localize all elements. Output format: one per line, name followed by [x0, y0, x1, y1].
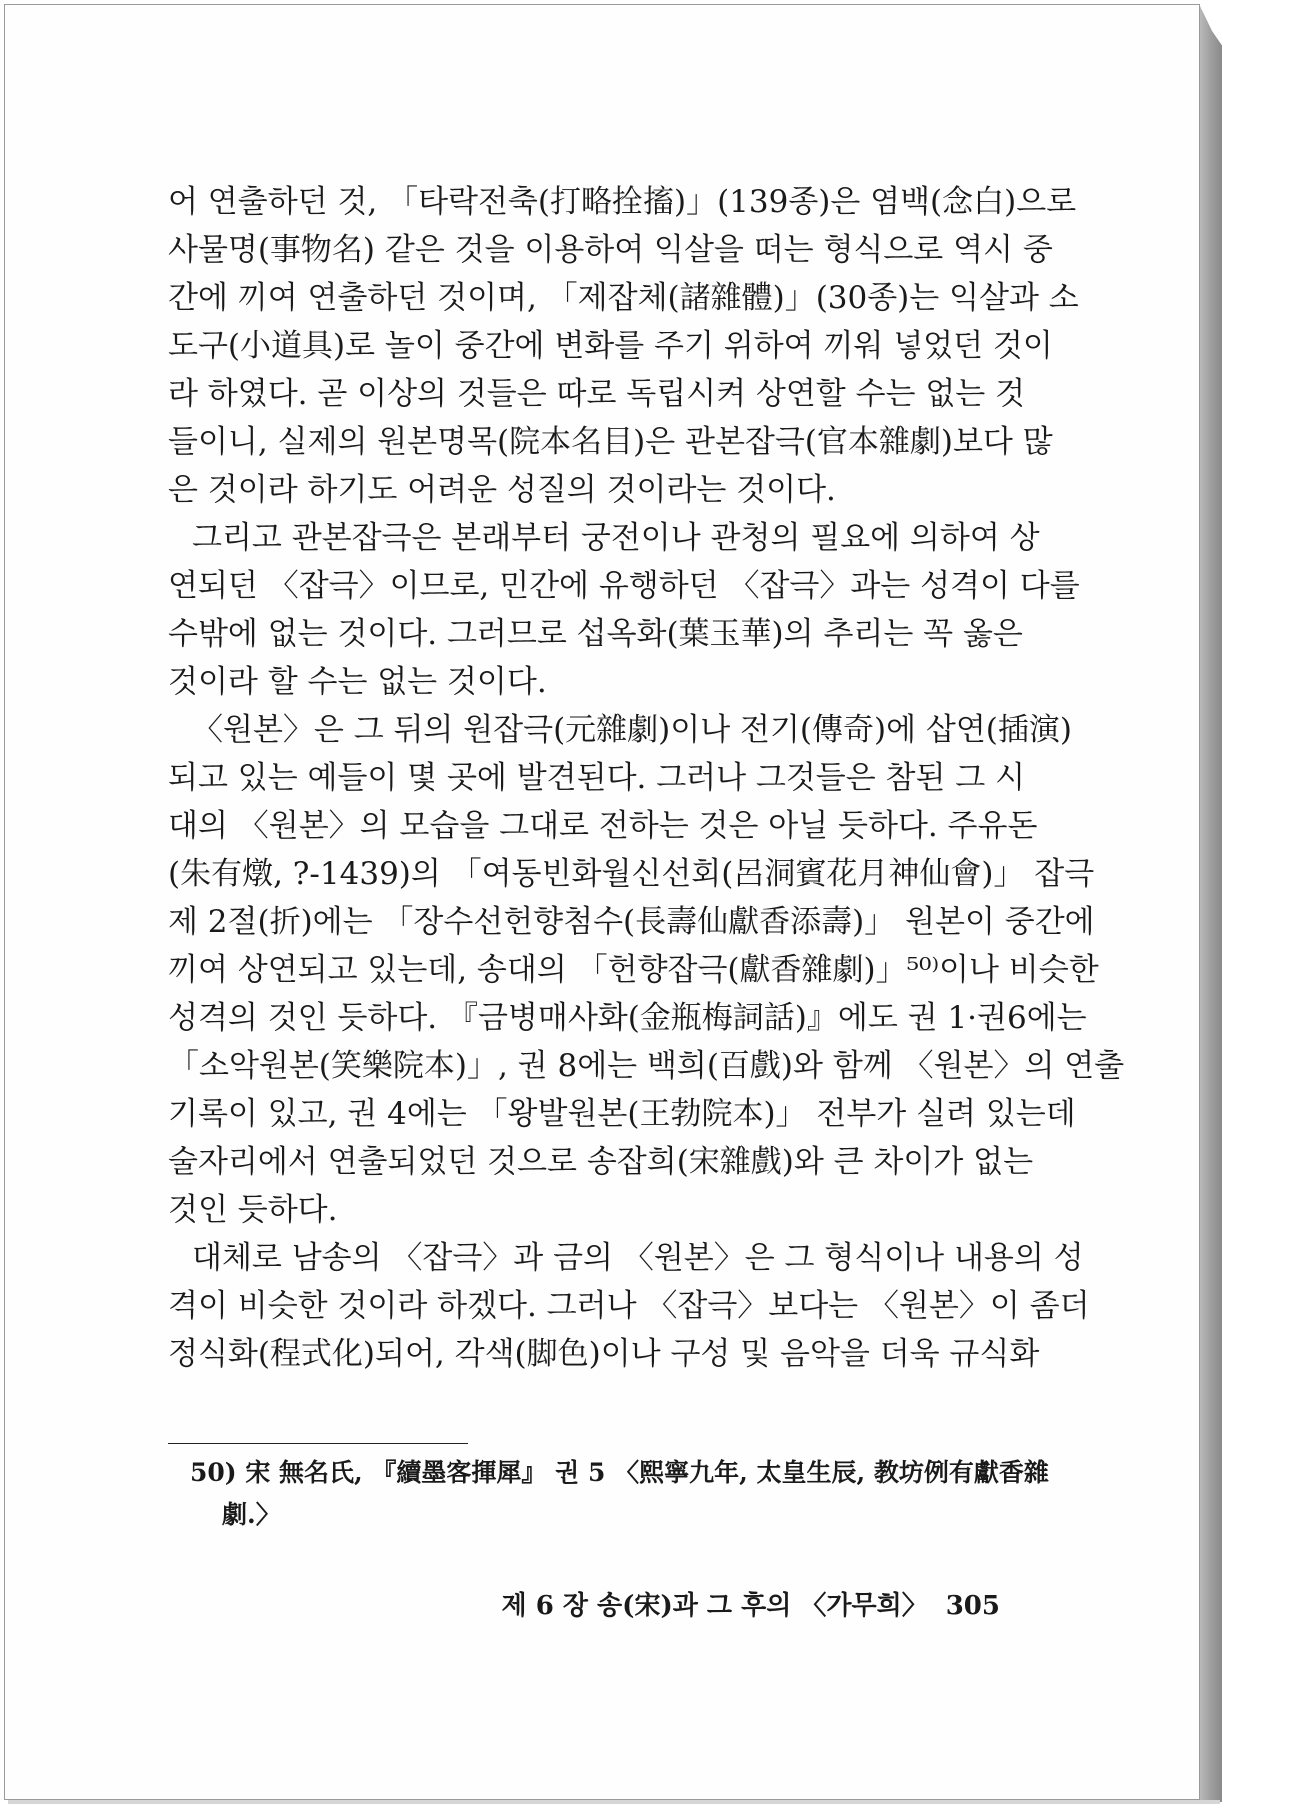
page-edge [1200, 6, 1222, 1802]
text-line: 것인 듯하다. [168, 1192, 338, 1228]
footnote-line: 50) 宋 無名氏, 『續墨客揮犀』 권 5 〈熙寧九年, 太皇生辰, 教坊例有獻香雜 [190, 1458, 1049, 1487]
footnote [190, 1452, 1049, 1536]
text-line: 기록이 있고, 권 4에는 「왕발원본(王勃院本)」 전부가 실려 있는데 [168, 1096, 1076, 1132]
text-line: 간에 끼여 연출하던 것이며, 「제잡체(諸雜體)」(30종)는 익살과 소 [168, 280, 1079, 316]
text-line: 「소악원본(笑樂院本)」, 권 8에는 백희(百戲)와 함께 〈원본〉의 연출 [168, 1048, 1125, 1084]
text-line: 대의 〈원본〉의 모습을 그대로 전하는 것은 아닐 듯하다. 주유돈 [168, 808, 1038, 844]
text-line: 은 것이라 하기도 어려운 성질의 것이라는 것이다. [168, 472, 836, 508]
text-line: 대체로 남송의 〈잡극〉과 금의 〈원본〉은 그 형식이나 내용의 성 [192, 1240, 1084, 1276]
text-line: 끼여 상연되고 있는데, 송대의 「헌향잡극(獻香雜劇)」⁵⁰⁾이나 비슷한 [168, 952, 1099, 988]
page-number: 305 [945, 1591, 1000, 1621]
text-line: (朱有燉, ?-1439)의 「여동빈화월신선회(呂洞賓花月神仙會)」 잡극 [168, 856, 1095, 892]
text-line: 라 하였다. 곧 이상의 것들은 따로 독립시켜 상연할 수는 없는 것 [168, 376, 1026, 412]
running-footer [500, 1586, 1000, 1626]
text-line: 어 연출하던 것, 「타락전축(打略拴搐)」(139종)은 염백(念白)으로 [168, 184, 1077, 220]
text-line: 되고 있는 예들이 몇 곳에 발견된다. 그러나 그것들은 참된 그 시 [168, 760, 1026, 796]
text-line: 들이니, 실제의 원본명목(院本名目)은 관본잡극(官本雜劇)보다 많 [168, 424, 1053, 460]
text-line: 술자리에서 연출되었던 것으로 송잡희(宋雜戲)와 큰 차이가 없는 [168, 1144, 1034, 1180]
text-line: 제 2절(折)에는 「장수선헌향첨수(長壽仙獻香添壽)」 원본이 중간에 [168, 904, 1095, 940]
text-line: 그리고 관본잡극은 본래부터 궁전이나 관청의 필요에 의하여 상 [192, 520, 1040, 556]
text-line: 도구(小道具)로 놀이 중간에 변화를 주기 위하여 끼워 넣었던 것이 [168, 328, 1053, 364]
body-text [168, 178, 1125, 1378]
text-line: 정식화(程式化)되어, 각색(脚色)이나 구성 및 음악을 더욱 규식화 [168, 1336, 1040, 1372]
text-line: 것이라 할 수는 없는 것이다. [168, 664, 547, 700]
footnote-rule [168, 1443, 468, 1444]
chapter-title: 제 6 장 송(宋)과 그 후의 〈가무희〉 [501, 1591, 928, 1621]
text-line: 격이 비슷한 것이라 하겠다. 그러나 〈잡극〉보다는 〈원본〉이 좀더 [168, 1288, 1090, 1324]
text-line: 성격의 것인 듯하다. 『금병매사화(金瓶梅詞話)』에도 권 1·권6에는 [168, 1000, 1087, 1036]
page-shadow [8, 1800, 1220, 1804]
text-line: 수밖에 없는 것이다. 그러므로 섭옥화(葉玉華)의 추리는 꼭 옳은 [168, 616, 1023, 652]
text-line: 연되던 〈잡극〉이므로, 민간에 유행하던 〈잡극〉과는 성격이 다를 [168, 568, 1080, 604]
footnote-line: 劇.〉 [222, 1500, 281, 1529]
text-line: 〈원본〉은 그 뒤의 원잡극(元雜劇)이나 전기(傳奇)에 삽연(插演) [192, 712, 1072, 748]
text-line: 사물명(事物名) 같은 것을 이용하여 익살을 떠는 형식으로 역시 중 [168, 232, 1053, 268]
